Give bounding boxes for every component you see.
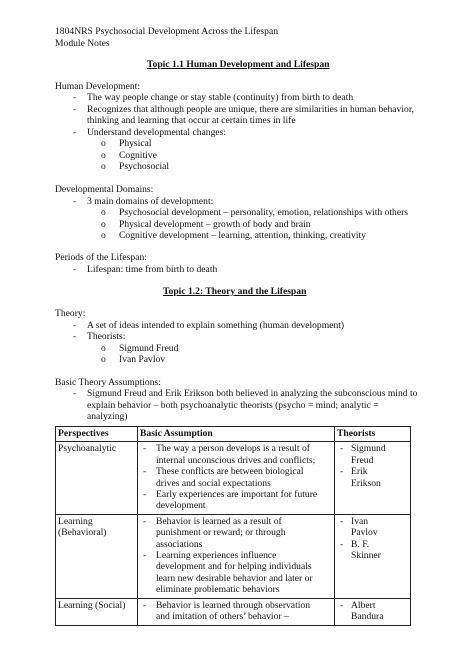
dash-bullet: - [73,331,77,342]
periods-point: Lifespan: time from birth to death [87,264,218,275]
theorist-name-line: Ivan [351,515,369,527]
assumption-cell [138,598,335,625]
theorists-cell [335,514,411,598]
circle-bullet-icon: o [101,230,106,241]
dash-bullet: - [340,599,344,611]
circle-bullet-icon: o [101,207,106,218]
change-type: Physical [119,138,152,149]
assumption-item [140,443,332,466]
document-subtitle: Module Notes [55,38,110,49]
assumption-item [140,550,332,596]
table-header-row [56,427,411,442]
dash-bullet: - [73,388,77,399]
theorist-name-line: Sigmund [351,443,386,455]
theorist-name-line: Freud [351,454,374,466]
perspective-name: (Behavioral) [58,527,107,539]
theory-point: A set of ideas intended to explain something (human development) [87,320,345,331]
theorist-name-line: Erik [351,466,368,478]
column-header: Basic Assumption [138,427,335,442]
table-row [56,442,411,514]
circle-bullet-icon: o [101,219,106,230]
assumption-item [140,466,332,489]
change-type: Cognitive [119,150,157,161]
dash-bullet: - [340,538,344,550]
dash-bullet: - [73,92,77,103]
assumption-line: The way a person develops is a result of [156,443,310,455]
circle-bullet-icon: o [101,138,106,149]
assumption-item [140,600,332,623]
assumption-line: Learning experiences influence [156,550,277,562]
assumption-cell [138,442,335,514]
theorist-item [337,600,408,623]
circle-bullet-icon: o [101,150,106,161]
theorist-item [337,466,408,489]
theory-label: Theory: [55,308,86,319]
assumption-item [140,489,332,512]
assumption-line: associations [156,538,203,550]
human-dev-point: Understand developmental changes: [87,127,227,138]
assumption-text: Sigmund Freud and Erik Erikson both believed in analyzing the subconscious mind to [87,388,418,399]
assumption-line: Behavior is learned through observation [156,599,310,611]
perspective-cell [56,598,138,625]
theorists-cell [335,442,411,514]
domain-item: Cognitive development – learning, attention, thinking, creativity [119,230,366,241]
topic-1-heading: Topic 1.1 Human Development and Lifespan [147,59,330,70]
dash-bullet: - [73,264,77,275]
domains-point: 3 main domains of development: [87,196,214,207]
circle-bullet-icon: o [101,161,106,172]
assumption-line: eliminate problematic behaviors [156,584,280,596]
dash-bullet: - [340,515,344,527]
assumption-line: Behavior is learned as a result of [156,515,282,527]
theorist-name-line: Erikson [351,477,381,489]
dash-bullet: - [143,599,147,611]
dash-bullet: - [143,489,147,501]
assumption-line: Early experiences are important for future [156,489,318,501]
dash-bullet: - [143,466,147,478]
assumption-text-continued: explain behavior – both psychoanalytic theorists (psycho = mind; analytic = [87,400,379,411]
dash-bullet: - [73,127,77,138]
change-type: Psychosocial [119,161,170,172]
domain-item: Physical development – growth of body and brain [119,219,311,230]
dash-bullet: - [73,196,77,207]
assumption-text-continued: analyzing) [87,411,128,422]
human-dev-point: Recognizes that although people are unique, there are similarities in human behavior, [87,104,415,115]
domain-item: Psychosocial development – personality, emotion, relationships with others [119,207,409,218]
theorist-item [337,516,408,539]
assumption-item [140,516,332,550]
column-header: Theorists [335,427,411,442]
table-row [56,514,411,598]
perspective-name: Psychoanalytic [58,443,117,455]
human-dev-point-continued: thinking and learning that occur at certain times in life [87,115,296,126]
topic-2-heading: Topic 1.2: Theory and the Lifespan [163,286,307,297]
theorist-name-line: B. F. [351,538,370,550]
assumption-line: development [156,500,206,512]
theorist-name-line: Bandura [351,611,384,623]
dash-bullet: - [73,320,77,331]
assumption-line: and imitation of others’ behavior – [156,611,289,623]
domains-label: Developmental Domains: [55,184,154,195]
assumption-line: punishment or reward; or through [156,527,286,539]
assumption-line: internal unconscious drives and conflicts; [156,454,316,466]
theorist-name: Ivan Pavlov [119,354,166,365]
theorist-item [337,443,408,466]
theorist-name-line: Pavlov [351,527,378,539]
perspective-cell [56,514,138,598]
perspective-name: Learning [58,515,93,527]
circle-bullet-icon: o [101,354,106,365]
assumption-line: learn new desirable behavior and later or [156,572,313,584]
theorist-name: Sigmund Freud [119,343,179,354]
theorist-item [337,539,408,562]
human-development-label: Human Development: [55,81,140,92]
dash-bullet: - [143,550,147,562]
assumption-cell [138,514,335,598]
assumptions-label: Basic Theory Assumptions: [55,377,161,388]
dash-bullet: - [73,104,77,115]
circle-bullet-icon: o [101,343,106,354]
theorist-name-line: Skinner [351,550,381,562]
dash-bullet: - [143,515,147,527]
column-header: Perspectives [56,427,138,442]
assumption-line: development and for helping individuals [156,561,312,573]
course-title: 1804NRS Psychosocial Development Across the Lifespan [55,26,279,37]
theory-perspectives-table [55,426,411,626]
dash-bullet: - [340,466,344,478]
perspective-name: Learning (Social) [58,599,126,611]
dash-bullet: - [143,443,147,455]
perspective-cell [56,442,138,514]
theorist-name-line: Albert [351,599,376,611]
dash-bullet: - [340,443,344,455]
table-row [56,598,411,625]
periods-label: Periods of the Lifespan: [55,252,147,263]
assumption-line: drives and social expectations [156,477,271,489]
table-body [56,442,411,625]
theory-point: Theorists: [87,331,126,342]
theorists-cell [335,598,411,625]
assumption-line: These conflicts are between biological [156,466,304,478]
human-dev-point: The way people change or stay stable (continuity) from birth to death [87,92,354,103]
